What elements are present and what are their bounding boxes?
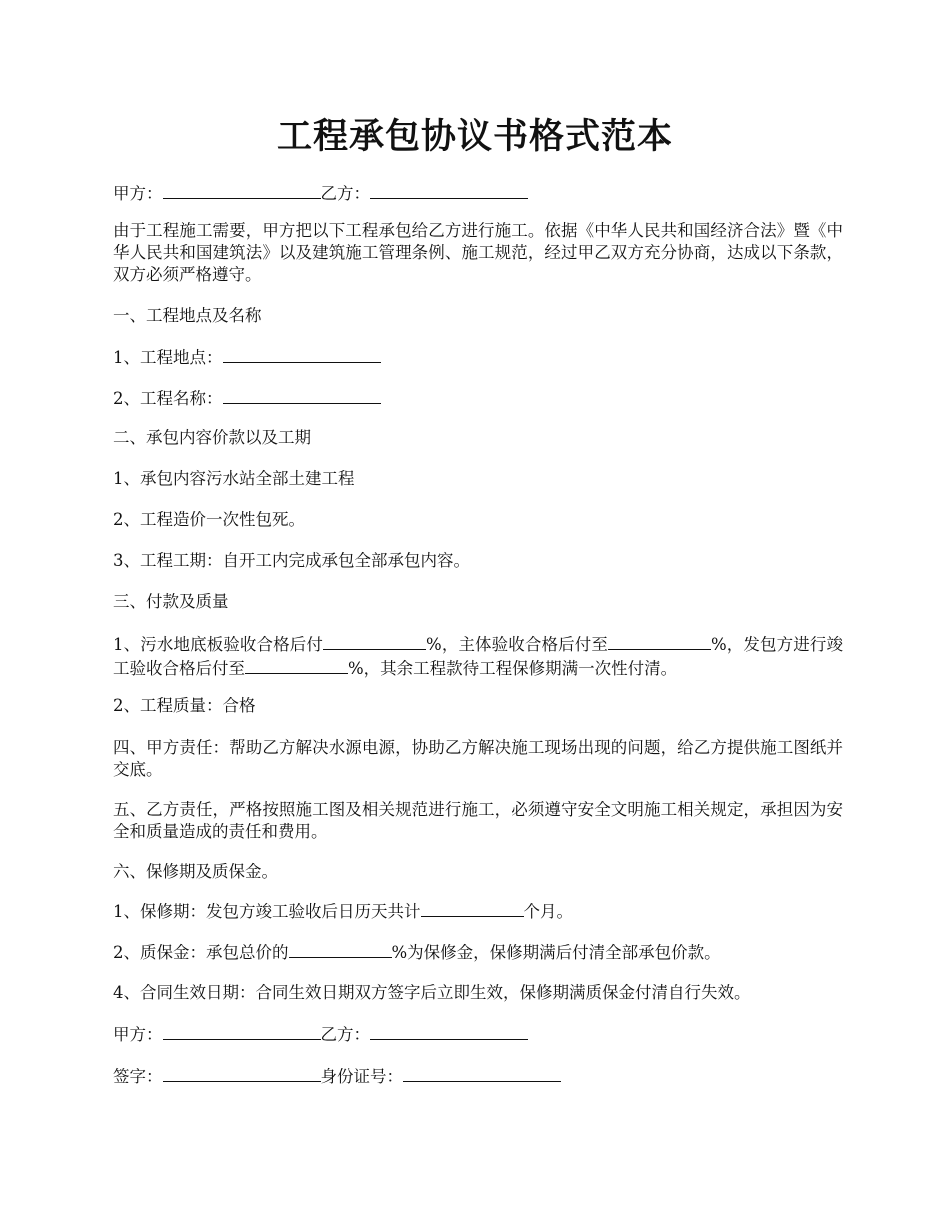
party-a-blank-bottom bbox=[163, 1022, 321, 1040]
section-2-item-3: 3、工程工期：自开工内完成承包全部承包内容。 bbox=[113, 551, 470, 570]
section-2-item-1: 1、承包内容污水站全部土建工程 bbox=[113, 469, 355, 488]
deposit-blank bbox=[289, 940, 392, 958]
project-location-label: 1、工程地点： bbox=[113, 348, 223, 367]
payment-blank-3 bbox=[245, 656, 348, 674]
deposit-text-a: 2、质保金：承包总价的 bbox=[113, 943, 289, 962]
party-b-label: 乙方： bbox=[320, 184, 370, 203]
payment-text-b: %，主体验收合格后付至 bbox=[426, 635, 608, 654]
payment-paragraph bbox=[113, 632, 843, 680]
warranty-line bbox=[113, 899, 843, 923]
intro-paragraph: 由于工程施工需要，甲方把以下工程承包给乙方进行施工。依据《中华人民共和国经济合法》暨《中华人民共和国建筑法》以及建筑施工管理条例、施工规范，经过甲乙双方充分协商，达成以下条款，双方必须严格遵守。 bbox=[113, 221, 843, 284]
signature-line bbox=[113, 1064, 843, 1088]
quality-line: 2、工程质量：合格 bbox=[113, 696, 256, 715]
payment-text-d: %，其余工程款待工程保修期满一次性付清。 bbox=[348, 659, 678, 678]
section-6-heading: 六、保修期及质保金。 bbox=[113, 862, 278, 881]
payment-blank-1 bbox=[323, 632, 426, 650]
section-2-heading: 二、承包内容价款以及工期 bbox=[113, 428, 311, 447]
project-location-blank bbox=[223, 345, 381, 363]
project-name-line bbox=[113, 386, 843, 410]
project-name-blank bbox=[223, 386, 381, 404]
section-1-heading: 一、工程地点及名称 bbox=[113, 306, 262, 325]
payment-blank-2 bbox=[608, 632, 711, 650]
effective-date-line: 4、合同生效日期：合同生效日期双方签字后立即生效，保修期满质保金付清自行失效。 bbox=[113, 983, 751, 1002]
party-b-blank bbox=[370, 181, 528, 199]
party-a-blank bbox=[163, 181, 321, 199]
deposit-text-b: %为保修金，保修期满后付清全部承包价款。 bbox=[391, 943, 721, 962]
signature-blank bbox=[163, 1064, 321, 1082]
party-a-label: 甲方： bbox=[113, 184, 163, 203]
section-2-item-2: 2、工程造价一次性包死。 bbox=[113, 510, 305, 529]
parties-line-bottom bbox=[113, 1022, 843, 1046]
id-number-blank bbox=[403, 1064, 561, 1082]
deposit-line bbox=[113, 940, 843, 964]
warranty-blank bbox=[421, 899, 524, 917]
section-4-paragraph: 四、甲方责任：帮助乙方解决水源电源，协助乙方解决施工现场出现的问题，给乙方提供施工图纸并交底。 bbox=[113, 738, 843, 779]
warranty-text-a: 1、保修期：发包方竣工验收后日历天共计 bbox=[113, 902, 421, 921]
party-b-blank-bottom bbox=[370, 1022, 528, 1040]
warranty-text-b: 个月。 bbox=[523, 902, 573, 921]
section-3-heading: 三、付款及质量 bbox=[113, 592, 229, 611]
id-number-label: 身份证号： bbox=[320, 1067, 403, 1086]
party-a-label-bottom: 甲方： bbox=[113, 1025, 163, 1044]
project-location-line bbox=[113, 345, 843, 369]
project-name-label: 2、工程名称： bbox=[113, 389, 223, 408]
party-b-label-bottom: 乙方： bbox=[320, 1025, 370, 1044]
document-title: 工程承包协议书格式范本 bbox=[276, 116, 673, 157]
signature-label: 签字： bbox=[113, 1067, 163, 1086]
parties-line-top bbox=[113, 181, 843, 205]
payment-text-c: %，发包方进行竣工验收合格后付至 bbox=[113, 635, 843, 678]
section-5-paragraph: 五、乙方责任，严格按照施工图及相关规范进行施工，必须遵守安全文明施工相关规定，承担因为安全和质量造成的责任和费用。 bbox=[113, 800, 843, 841]
payment-text-a: 1、污水地底板验收合格后付 bbox=[113, 635, 324, 654]
